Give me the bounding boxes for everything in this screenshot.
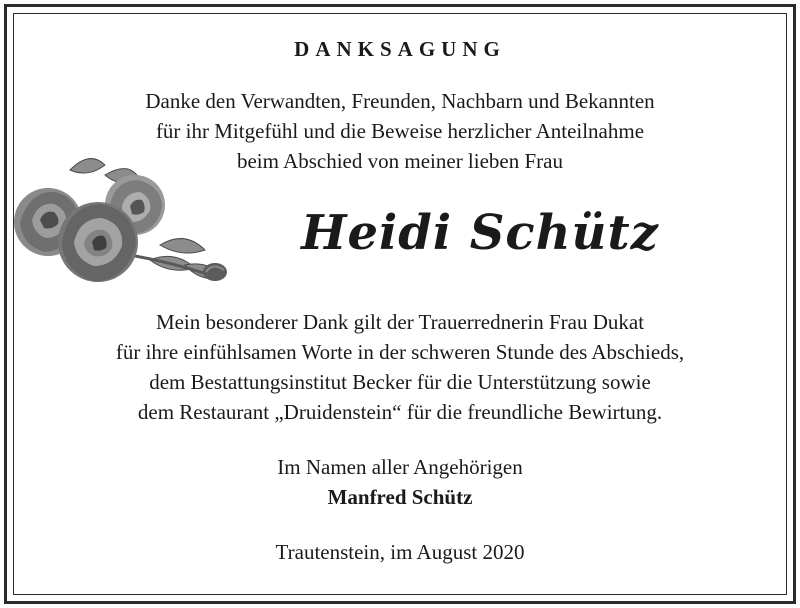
place-date: Trautenstein, im August 2020: [275, 540, 525, 564]
intro-line: beim Abschied von meiner lieben Frau: [236, 149, 563, 173]
rose-bud: [203, 263, 227, 281]
intro-line: Danke den Verwandten, Freunden, Nachbarn und Bekannten: [145, 89, 655, 113]
deceased-name: Heidi Schütz: [301, 205, 659, 261]
thanks-line: Mein besonderer Dank gilt der Trauerrednerin Frau Dukat: [155, 310, 645, 334]
on-behalf-line: Im Namen aller Angehörigen: [277, 455, 523, 479]
thanks-line: für ihre einfühlsamen Worte in der schweren Stunde des Abschieds,: [115, 340, 685, 364]
rose-front: [58, 202, 138, 282]
signer-name: Manfred Schütz: [327, 485, 473, 509]
thanks-line: dem Bestattungsinstitut Becker für die Unterstützung sowie: [149, 370, 651, 394]
thanks-line: dem Restaurant „Druidenstein“ für die freundliche Bewirtung.: [137, 400, 663, 424]
notice-heading: DANKSAGUNG: [294, 37, 506, 61]
roses-illustration: [10, 150, 230, 295]
intro-line: für ihr Mitgefühl und die Beweise herzlicher Anteilnahme: [155, 119, 645, 143]
